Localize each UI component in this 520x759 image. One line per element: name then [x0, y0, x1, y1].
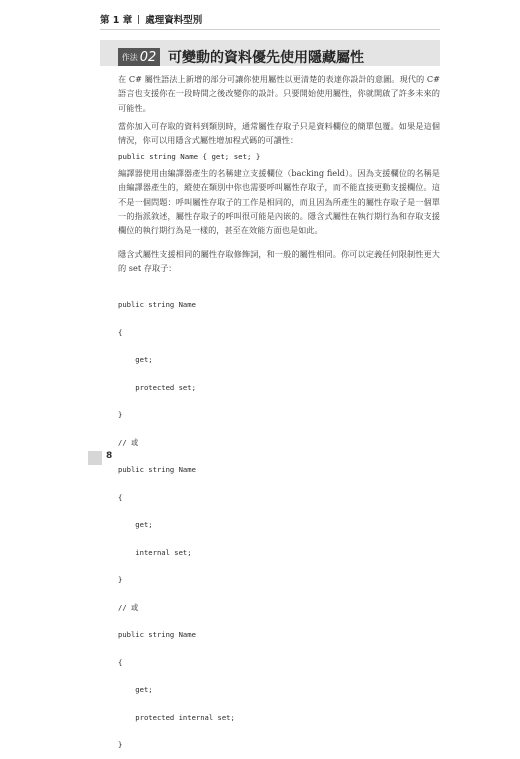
- code-line-auto-property: public string Name { get; set; }: [118, 152, 261, 161]
- code-line: protected internal set;: [118, 712, 235, 722]
- code-line: {: [118, 657, 123, 667]
- code-line: public string Name: [118, 630, 196, 639]
- page-number: 8: [106, 451, 113, 461]
- paragraph-4: 隱含式屬性支援相同的屬性存取修飾詞，和一般的屬性相同。你可以定義任何限制性更大的 set 存取子：: [118, 249, 440, 274]
- running-header: [100, 12, 202, 26]
- paragraph-2: 當你加入可存取的資料到類別時，通常屬性存取子只是資料欄位的簡單包覆。如果是這個情況，你可以用隱含式屬性增加程式碼的可讀性：: [118, 121, 440, 146]
- item-title: 可變動的資料優先使用隱藏屬性: [168, 50, 364, 66]
- chapter-title: 處理資料型別: [145, 15, 203, 26]
- code-line: }: [118, 410, 123, 419]
- code-line: get;: [118, 520, 153, 529]
- code-line: public string Name: [118, 465, 196, 474]
- item-number: 02: [139, 49, 157, 65]
- header-separator: [138, 15, 139, 24]
- code-line: get;: [118, 685, 153, 694]
- header-rule: [100, 29, 440, 30]
- chapter-number: 第 1 章: [100, 15, 133, 26]
- code-line: get;: [118, 355, 153, 364]
- page-number-marker: [88, 451, 102, 465]
- code-line: internal set;: [118, 547, 192, 557]
- code-line: // 或: [118, 602, 139, 612]
- code-line: }: [118, 740, 123, 749]
- item-label: 作法: [121, 52, 138, 62]
- code-line: // 或: [118, 437, 139, 447]
- paragraph-1: 在 C# 屬性語法上新增的部分可讓你使用屬性以更清楚的表達你設計的意圖。現代的 C# 語言也支援你在一段時間之後改變你的設計。只要開始使用屬性，你就開啟了許多未來的可能性。: [118, 74, 440, 113]
- paragraph-3: 編譯器使用由編譯器產生的名稱建立支援欄位（backing field）。因為支援欄位的名稱是由編譯器產生的，縱使在類別中你也需要呼叫屬性存取子，而不能直接更動支援欄位。這不是一個問題：呼叫屬性存取子的工作是相同的，而且因為所產生的屬性存取子是一個單一的指派敘述，屬性存取子的呼叫很可能是內嵌的。隱含式屬性在執行期行為和存取支援欄位的執行期行為是一樣的，甚至在效能方面也是如此。: [118, 168, 440, 236]
- item-badge: [118, 48, 160, 66]
- code-line: {: [118, 492, 123, 502]
- code-line: }: [118, 575, 123, 584]
- code-line: public string Name: [118, 300, 196, 309]
- code-line: {: [118, 327, 123, 337]
- code-line: protected set;: [118, 382, 196, 392]
- code-block: [118, 282, 235, 759]
